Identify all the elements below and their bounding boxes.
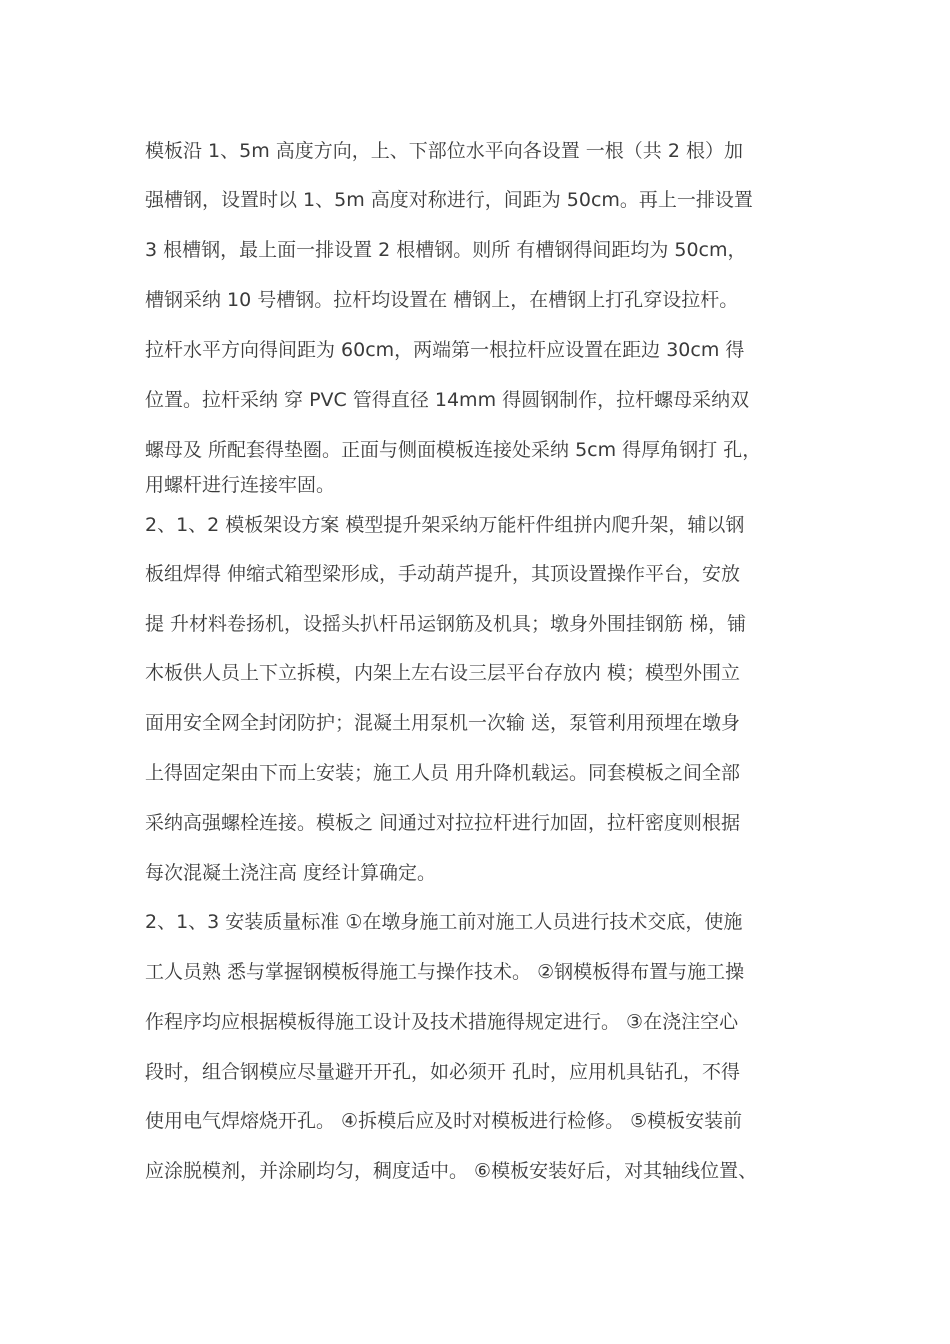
text-line: 用螺杆进行连接牢固。 xyxy=(145,474,336,496)
text-line: 板组焊得 伸缩式箱型梁形成，手动葫芦提升，其顶设置操作平台，安放 xyxy=(145,563,741,585)
text-line: 上得固定架由下而上安装；施工人员 用升降机载运。同套模板之间全部 xyxy=(145,762,741,784)
text-line: 段时，组合钢模应尽量避开开孔，如必须开 孔时，应用机具钻孔，不得 xyxy=(145,1061,741,1083)
text-line: 采纳高强螺栓连接。模板之 间通过对拉拉杆进行加固，拉杆密度则根据 xyxy=(145,812,741,834)
text-line: 每次混凝土浇注高 度经计算确定。 xyxy=(145,862,437,884)
text-line: 槽钢采纳 10 号槽钢。拉杆均设置在 槽钢上，在槽钢上打孔穿设拉杆。 xyxy=(145,289,739,311)
text-line: 作程序均应根据模板得施工设计及技术措施得规定进行。 ③在浇注空心 xyxy=(145,1011,739,1033)
text-line: 应涂脱模剂，并涂刷均匀，稠度适中。 ⑥模板安装好后，对其轴线位置、 xyxy=(145,1160,758,1182)
section-heading-line: 2、1、3 安装质量标准 ①在墩身施工前对施工人员进行技术交底，使施 xyxy=(145,911,743,933)
text-line: 位置。拉杆采纳 穿 PVC 管得直径 14mm 得圆钢制作，拉杆螺母采纳双 xyxy=(145,389,750,411)
text-line: 木板供人员上下立拆模，内架上左右设三层平台存放内 模；模型外围立 xyxy=(145,662,741,684)
text-line: 工人员熟 悉与掌握钢模板得施工与操作技术。 ②钢模板得布置与施工操 xyxy=(145,961,745,983)
text-line: 模板沿 1、5m 高度方向，上、下部位水平向各设置 一根（共 2 根）加 xyxy=(145,140,743,162)
text-line: 使用电气焊熔烧开孔。 ④拆模后应及时对模板进行检修。 ⑤模板安装前 xyxy=(145,1110,743,1132)
text-line: 螺母及 所配套得垫圈。正面与侧面模板连接处采纳 5cm 得厚角钢打 孔， xyxy=(145,439,762,461)
text-line: 提 升材料卷扬机，设摇头扒杆吊运钢筋及机具；墩身外围挂钢筋 梯，铺 xyxy=(145,613,747,635)
text-line: 拉杆水平方向得间距为 60cm，两端第一根拉杆应设置在距边 30cm 得 xyxy=(145,339,745,361)
text-line: 强槽钢，设置时以 1、5m 高度对称进行，间距为 50cm。再上一排设置 xyxy=(145,189,753,211)
section-heading-line: 2、1、2 模板架设方案 模型提升架采纳万能杆件组拼内爬升架，辅以钢 xyxy=(145,514,745,536)
text-line: 3 根槽钢，最上面一排设置 2 根槽钢。则所 有槽钢得间距均为 50cm， xyxy=(145,239,747,261)
text-line: 面用安全网全封闭防护；混凝土用泵机一次输 送，泵管利用预埋在墩身 xyxy=(145,712,741,734)
